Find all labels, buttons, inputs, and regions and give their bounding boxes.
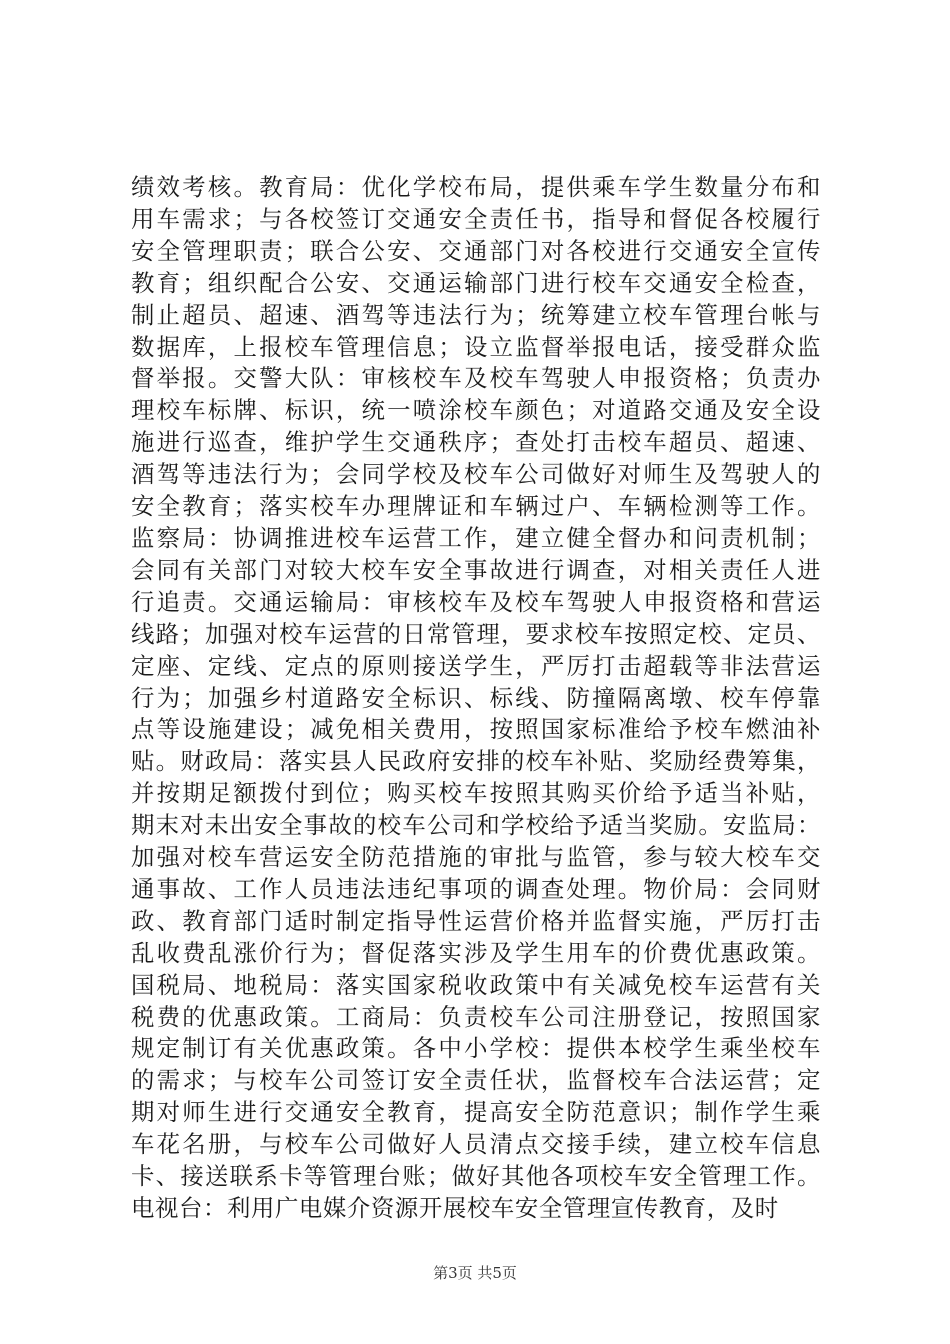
text-line: 安全管理职责；联合公安、交通部门对各校进行交通安全宣传 (131, 236, 821, 265)
text-line: 国税局、地税局：落实国家税收政策中有关减免校车运营有关 (131, 970, 821, 999)
text-line: 规定制订有关优惠政策。各中小学校：提供本校学生乘坐校车 (131, 1034, 821, 1063)
text-line: 期末对未出安全事故的校车公司和学校给予适当奖励。安监局： (131, 811, 821, 840)
text-line: 会同有关部门对较大校车安全事故进行调查，对相关责任人进 (131, 555, 821, 584)
text-line: 定座、定线、定点的原则接送学生，严厉打击超载等非法营运 (131, 651, 821, 680)
text-line: 加强对校车营运安全防范措施的审批与监管，参与较大校车交 (131, 843, 821, 872)
text-line: 线路；加强对校车运营的日常管理，要求校车按照定校、定员、 (131, 619, 821, 648)
text-line: 酒驾等违法行为；会同学校及校车公司做好对师生及驾驶人的 (131, 460, 821, 489)
text-line: 数据库，上报校车管理信息；设立监督举报电话，接受群众监 (131, 332, 821, 361)
text-line: 贴。财政局：落实县人民政府安排的校车补贴、奖励经费筹集， (131, 747, 821, 776)
text-line: 督举报。交警大队：审核校车及校车驾驶人申报资格；负责办 (131, 364, 821, 393)
body-text (131, 172, 821, 1225)
text-line: 安全教育；落实校车办理牌证和车辆过户、车辆检测等工作。 (131, 492, 821, 521)
text-line: 监察局：协调推进校车运营工作，建立健全督办和问责机制； (131, 523, 821, 552)
text-line: 理校车标牌、标识，统一喷涂校车颜色；对道路交通及安全设 (131, 396, 821, 425)
text-line: 教育；组织配合公安、交通运输部门进行校车交通安全检查， (131, 268, 821, 297)
text-line: 税费的优惠政策。工商局：负责校车公司注册登记，按照国家 (131, 1002, 821, 1031)
page-footer: 第3页 共5页 (433, 1264, 517, 1282)
text-line: 车花名册，与校车公司做好人员清点交接手续，建立校车信息 (131, 1130, 821, 1159)
text-line: 乱收费乱涨价行为；督促落实涉及学生用车的价费优惠政策。 (131, 938, 821, 967)
text-line: 点等设施建设；减免相关费用，按照国家标准给予校车燃油补 (131, 715, 821, 744)
text-line: 卡、接送联系卡等管理台账；做好其他各项校车安全管理工作。 (131, 1162, 821, 1191)
text-line: 施进行巡查，维护学生交通秩序；查处打击校车超员、超速、 (131, 428, 821, 457)
text-line: 绩效考核。教育局：优化学校布局，提供乘车学生数量分布和 (131, 173, 821, 201)
text-line: 并按期足额拨付到位；购买校车按照其购买价给予适当补贴， (131, 779, 821, 808)
text-line: 的需求；与校车公司签订安全责任状，监督校车合法运营；定 (131, 1066, 821, 1095)
text-line: 政、教育部门适时制定指导性运营价格并监督实施，严厉打击 (131, 906, 821, 935)
text-line: 用车需求；与各校签订交通安全责任书，指导和督促各校履行 (131, 204, 821, 233)
text-line: 行追责。交通运输局：审核校车及校车驾驶人申报资格和营运 (131, 587, 821, 616)
text-line: 电视台：利用广电媒介资源开展校车安全管理宣传教育，及时 (131, 1194, 779, 1222)
text-line: 通事故、工作人员违法违纪事项的调查处理。物价局：会同财 (131, 874, 821, 903)
text-line: 制止超员、超速、酒驾等违法行为；统筹建立校车管理台帐与 (131, 300, 821, 329)
text-line: 行为；加强乡村道路安全标识、标线、防撞隔离墩、校车停靠 (131, 683, 821, 712)
text-line: 期对师生进行交通安全教育，提高安全防范意识；制作学生乘 (131, 1098, 821, 1127)
